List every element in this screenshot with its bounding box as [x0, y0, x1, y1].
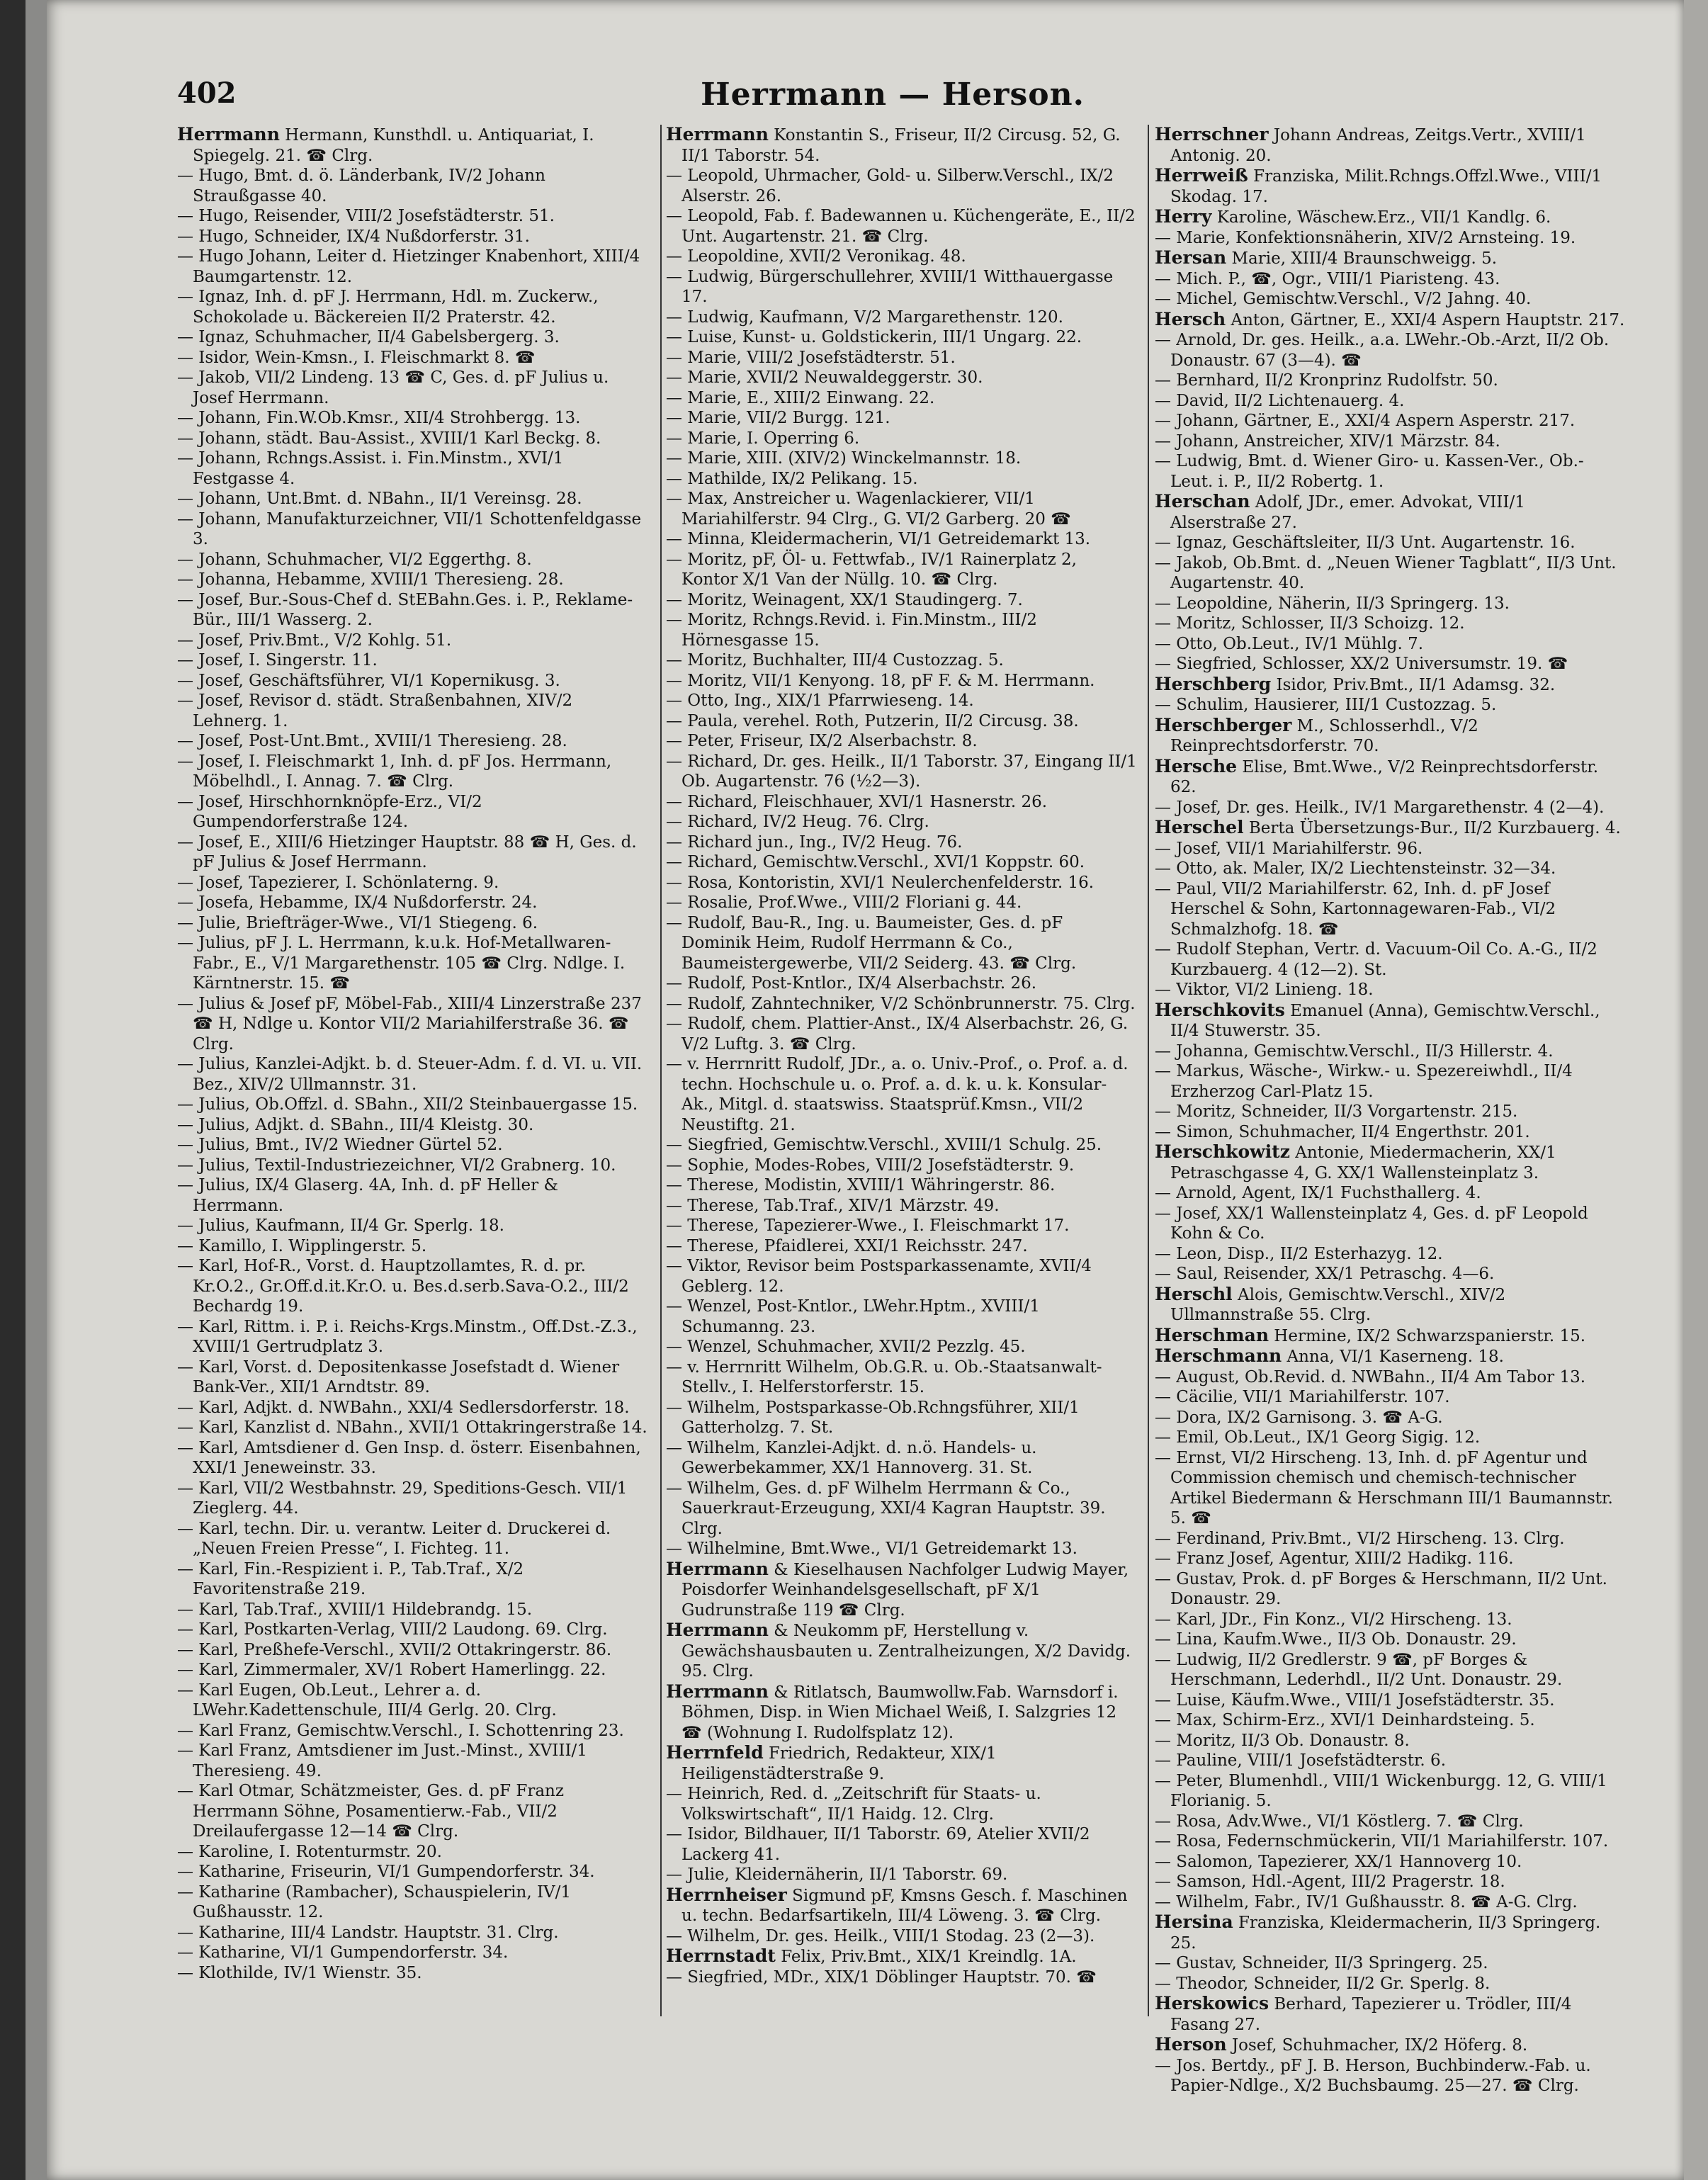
directory-entry: — Josefa, Hebamme, IX/4 Nußdorferstr. 24. — [177, 893, 538, 912]
directory-entry: — Gustav, Schneider, II/3 Springerg. 25. — [1155, 1954, 1488, 1972]
directory-entry: — Karl Eugen, Ob.Leut., Lehrer a. d. LWehr.Kadettenschule, III/4 Gerlg. 20. Clrg. — [177, 1681, 557, 1719]
directory-entry: — Marie, I. Operring 6. — [666, 429, 860, 448]
directory-entry: — Katharine, VI/1 Gumpendorferstr. 34. — [177, 1943, 509, 1962]
directory-entry: — Johann, Anstreicher, XIV/1 Märzstr. 84. — [1155, 431, 1500, 451]
directory-entry: Herson Josef, Schuhmacher, IX/2 Höferg. 8. — [1155, 2034, 1528, 2055]
directory-entry: — Emil, Ob.Leut., IX/1 Georg Sigig. 12. — [1155, 1428, 1481, 1447]
directory-entry: — v. Herrnritt Rudolf, JDr., a. o. Univ.-Prof., o. Prof. a. d. techn. Hochschule u. o. Prof. a. d. k. u. k. Konsular-Ak., Mitgl. d. staatswiss. Staatsprüf.Kmsn., VII/2 Neustiftg. 21. — [666, 1055, 1129, 1134]
directory-entry: — Karl, Amtsdiener d. Gen Insp. d. österr. Eisenbahnen, XXI/1 Jeneweinstr. 33. — [177, 1438, 641, 1477]
directory-entry: — Johann, Schuhmacher, VI/2 Eggerthg. 8. — [177, 550, 532, 569]
directory-entry: Herrweiß Franziska, Milit.Rchngs.Offzl.Wwe., VIII/1 Skodag. 17. — [1155, 165, 1602, 206]
directory-entry: — Otto, Ob.Leut., IV/1 Mühlg. 7. — [1155, 634, 1424, 653]
directory-entry: — Ernst, VI/2 Hirscheng. 13, Inh. d. pF Agentur und Commission chemisch und chemisch-technischer Artikel Biedermann & Herschmann III/1 Baumannstr. 5. ☎ — [1155, 1448, 1613, 1527]
directory-entry: — Wilhelmine, Bmt.Wwe., VI/1 Getreidemarkt 13. — [666, 1540, 1078, 1558]
directory-entry: — Marie, XVII/2 Neuwaldeggerstr. 30. — [666, 368, 983, 387]
directory-entry: — Josef, Hirschhornknöpfe-Erz., VI/2 Gumpendorferstraße 124. — [177, 792, 482, 831]
directory-entry: — Luise, Käufm.Wwe., VIII/1 Josefstädterstr. 35. — [1155, 1690, 1555, 1710]
directory-entry: — Marie, E., XIII/2 Einwang. 22. — [666, 388, 935, 407]
directory-entry: — Leopold, Uhrmacher, Gold- u. Silberw.Verschl., IX/2 Alserstr. 26. — [666, 166, 1114, 205]
directory-entry: Hersch Anton, Gärtner, E., XXI/4 Aspern Hauptstr. 217. — [1155, 308, 1625, 329]
entry-surname: Hersch — [1155, 308, 1226, 329]
directory-entry: — Julius, Ob.Offzl. d. SBahn., XII/2 Steinbauergasse 15. — [177, 1095, 638, 1114]
directory-entry: — Julius, Kanzlei-Adjkt. b. d. Steuer-Adm. f. d. VI. u. VII. Bez., XIV/2 Ullmannstr. 31. — [177, 1055, 643, 1094]
directory-entry: — Max, Schirm-Erz., XVI/1 Deinhardsteing. 5. — [1155, 1711, 1535, 1729]
directory-entry: — Lina, Kaufm.Wwe., II/3 Ob. Donaustr. 29. — [1155, 1630, 1517, 1649]
directory-entry: — Theodor, Schneider, II/2 Gr. Sperlg. 8. — [1155, 1974, 1491, 1993]
directory-entry: Herschan Adolf, JDr., emer. Advokat, VIII/1 Alserstraße 27. — [1155, 491, 1525, 532]
directory-entry: — Wilhelm, Postsparkasse-Ob.Rchngsführer, XII/1 Gatterholzg. 7. St. — [666, 1398, 1080, 1437]
directory-entry: — Karl, Postkarten-Verlag, VIII/2 Laudong. 69. Clrg. — [177, 1620, 608, 1639]
directory-entry: — Isidor, Wein-Kmsn., I. Fleischmarkt 8. ☎ — [177, 348, 536, 367]
directory-entry: — Rudolf, chem. Plattier-Anst., IX/4 Alserbachstr. 26, G. V/2 Luftg. 3. ☎ Clrg. — [666, 1015, 1129, 1054]
entry-surname: Hersan — [1155, 247, 1227, 268]
directory-entry: Herrnfeld Friedrich, Redakteur, XIX/1 Heiligenstädterstraße 9. — [666, 1742, 997, 1783]
directory-entry: — Richard, Gemischtw.Verschl., XVI/1 Koppstr. 60. — [666, 853, 1085, 871]
directory-entry: — Heinrich, Red. d. „Zeitschrift für Staats- u. Volkswirtschaft“, II/1 Haidg. 12. Clrg. — [666, 1785, 1041, 1824]
directory-entry: — David, II/2 Lichtenauerg. 4. — [1155, 391, 1405, 410]
entry-surname: Herrmann — [666, 1558, 769, 1579]
directory-entry: — Leopoldine, XVII/2 Veronikag. 48. — [666, 247, 966, 266]
directory-entry: — Katharine (Rambacher), Schauspielerin, IV/1 Gußhausstr. 12. — [177, 1882, 572, 1921]
directory-entry: — Richard, IV/2 Heug. 76. Clrg. — [666, 813, 929, 831]
directory-entry: — Josef, E., XIII/6 Hietzinger Hauptstr. 88 ☎ H, Ges. d. pF Julius & Josef Herrmann. — [177, 832, 637, 871]
directory-entry: — Karl Franz, Gemischtw.Verschl., I. Schottenring 23. — [177, 1721, 624, 1740]
directory-entry: — Karl Franz, Amtsdiener im Just.-Minst., XVIII/1 Theresieng. 49. — [177, 1741, 587, 1780]
directory-entry: — Dora, IX/2 Garnisong. 3. ☎ A-G. — [1155, 1408, 1443, 1427]
entry-surname: Herschman — [1155, 1324, 1269, 1345]
directory-entry: — Max, Anstreicher u. Wagenlackierer, VII/1 Mariahilferstr. 94 Clrg., G. VI/2 Garberg. 20 ☎ — [666, 490, 1071, 529]
directory-entry: — Josef, VII/1 Mariahilferstr. 96. — [1155, 839, 1423, 858]
directory-entry: — Rudolf, Zahntechniker, V/2 Schönbrunnerstr. 75. Clrg. — [666, 994, 1136, 1013]
directory-entry: — Gustav, Prok. d. pF Borges & Herschmann, II/2 Unt. Donaustr. 29. — [1155, 1569, 1607, 1608]
directory-entry: — Ludwig, II/2 Gredlerstr. 9 ☎, pF Borges & Herschmann, Lederhdl., II/2 Unt. Donaustr. 29. — [1155, 1650, 1563, 1689]
directory-entry: Hersche Elise, Bmt.Wwe., V/2 Reinprechtsdorferstr. 62. — [1155, 755, 1599, 796]
directory-entry: — Katharine, III/4 Landstr. Hauptstr. 31. Clrg. — [177, 1923, 559, 1942]
directory-entry: — Siegfried, Gemischtw.Verschl., XVIII/1 Schulg. 25. — [666, 1136, 1102, 1154]
directory-entry: — Karl, Fin.-Respizient i. P., Tab.Traf., X/2 Favoritenstraße 219. — [177, 1559, 524, 1598]
directory-entry: — Pauline, VIII/1 Josefstädterstr. 6. — [1155, 1751, 1447, 1770]
directory-entry: Herschberger M., Schlosserhdl., V/2 Reinprechtsdorferstr. 70. — [1155, 714, 1478, 755]
directory-entry: — Marie, Konfektionsnäherin, XIV/2 Arnsteing. 19. — [1155, 228, 1576, 247]
entry-surname: Herrnstadt — [666, 1945, 776, 1966]
directory-entry: — Rosa, Federnschmückerin, VII/1 Mariahilferstr. 107. — [1155, 1832, 1609, 1851]
directory-entry: — Johann, Rchngs.Assist. i. Fin.Minstm., XVI/1 Festgasse 4. — [177, 449, 564, 488]
directory-entry: — Samson, Hdl.-Agent, III/2 Pragerstr. 18. — [1155, 1873, 1505, 1891]
directory-entry: — Moritz, Buchhalter, III/4 Custozzag. 5. — [666, 651, 1004, 670]
directory-entry: — Leopoldine, Näherin, II/3 Springerg. 13. — [1155, 594, 1510, 613]
entry-surname: Herrmann — [666, 1681, 769, 1702]
directory-entry: Herschl Alois, Gemischtw.Verschl., XIV/2 Ullmannstraße 55. Clrg. — [1155, 1283, 1506, 1324]
directory-entry: — Klothilde, IV/1 Wienstr. 35. — [177, 1963, 422, 1982]
directory-entry: Herschman Hermine, IX/2 Schwarzspanierstr. 15. — [1155, 1324, 1586, 1345]
directory-entry: — Karl, Rittm. i. P. i. Reichs-Krgs.Minstm., Off.Dst.-Z.3., XVIII/1 Gertrudplatz 3. — [177, 1317, 638, 1356]
directory-columns — [177, 125, 1625, 2165]
directory-entry: — Karl Otmar, Schätzmeister, Ges. d. pF Franz Herrmann Söhne, Posamentierw.-Fab., VII/2 Dreilaufergasse 12—14 ☎ Clrg. — [177, 1782, 564, 1841]
directory-entry: — Siegfried, MDr., XIX/1 Döblinger Hauptstr. 70. ☎ — [666, 1967, 1097, 1987]
directory-entry: — Therese, Modistin, XVIII/1 Währingerstr. 86. — [666, 1176, 1056, 1195]
directory-entry: — Hugo Johann, Leiter d. Hietzinger Knabenhort, XIII/4 Baumgartenstr. 12. — [177, 247, 640, 286]
directory-entry: — Saul, Reisender, XX/1 Petraschg. 4—6. — [1155, 1265, 1495, 1283]
entry-surname: Herry — [1155, 206, 1212, 227]
column-1 — [177, 125, 648, 2165]
column-2 — [666, 125, 1137, 2165]
directory-entry: — Karl, Zimmermaler, XV/1 Robert Hamerlingg. 22. — [177, 1661, 606, 1679]
directory-entry: — Jakob, VII/2 Lindeng. 13 ☎ C, Ges. d. pF Julius u. Josef Herrmann. — [177, 368, 609, 407]
directory-entry: — Arnold, Agent, IX/1 Fuchsthallerg. 4. — [1155, 1184, 1481, 1202]
directory-entry: — Schulim, Hausierer, III/1 Custozzag. 5. — [1155, 696, 1497, 714]
directory-entry: — Otto, Ing., XIX/1 Pfarrwieseng. 14. — [666, 691, 974, 710]
page-number: 402 — [177, 77, 237, 110]
directory-entry: — Jakob, Ob.Bmt. d. „Neuen Wiener Tagblatt“, II/3 Unt. Augartenstr. 40. — [1155, 553, 1617, 592]
directory-entry: Herschberg Isidor, Priv.Bmt., II/1 Adamsg. 32. — [1155, 673, 1556, 694]
directory-entry: — Mathilde, IX/2 Pelikang. 15. — [666, 469, 918, 488]
entry-surname: Herschkovits — [1155, 999, 1285, 1020]
directory-entry: — Markus, Wäsche-, Wirkw.- u. Spezereiwhdl., II/4 Erzherzog Carl-Platz 15. — [1155, 1062, 1573, 1101]
directory-entry: — Viktor, Revisor beim Postsparkassenamte, XVII/4 Geblerg. 12. — [666, 1257, 1092, 1296]
directory-entry: — Katharine, Friseurin, VI/1 Gumpendorferstr. 34. — [177, 1863, 595, 1881]
page-right-edge — [1684, 0, 1708, 2180]
directory-entry: — Ludwig, Kaufmann, V/2 Margarethenstr. 120. — [666, 307, 1063, 327]
directory-entry: — Wilhelm, Fabr., IV/1 Gußhausstr. 8. ☎ A-G. Clrg. — [1155, 1892, 1578, 1911]
directory-entry: — Josef, Bur.-Sous-Chef d. StEBahn.Ges. i. P., Reklame-Bür., III/1 Wasserg. 2. — [177, 590, 633, 629]
directory-entry: Herrmann & Ritlatsch, Baumwollw.Fab. Warnsdorf i. Böhmen, Disp. in Wien Michael Weiß, I. Salzgries 12 ☎ (Wohnung I. Rudolfsplatz 12). — [666, 1681, 1119, 1742]
entry-surname: Herschberger — [1155, 714, 1292, 735]
directory-entry: — Karl, Vorst. d. Depositenkasse Josefstadt d. Wiener Bank-Ver., XII/1 Arndtstr. 89. — [177, 1357, 620, 1396]
directory-entry: — Josef, I. Fleischmarkt 1, Inh. d. pF Jos. Herrmann, Möbelhdl., I. Annag. 7. ☎ Clrg. — [177, 752, 612, 791]
directory-entry: — Julius, Adjkt. d. SBahn., III/4 Kleistg. 30. — [177, 1115, 534, 1134]
directory-entry: Herrmann Hermann, Kunsthdl. u. Antiquariat, I. Spiegelg. 21. ☎ Clrg. — [177, 125, 594, 165]
directory-entry: — Cäcilie, VII/1 Mariahilferstr. 107. — [1155, 1388, 1450, 1406]
directory-entry: — Isidor, Bildhauer, II/1 Taborstr. 69, Atelier XVII/2 Lackerg 41. — [666, 1825, 1090, 1864]
directory-entry: — Julius, IX/4 Glaserg. 4A, Inh. d. pF Heller & Herrmann. — [177, 1176, 558, 1215]
directory-entry: — Josef, XX/1 Wallensteinplatz 4, Ges. d. pF Leopold Kohn & Co. — [1155, 1204, 1588, 1243]
directory-entry: — Wilhelm, Ges. d. pF Wilhelm Herrmann & Co., Sauerkraut-Erzeugung, XXI/4 Kagran Hauptstr. 39. Clrg. — [666, 1479, 1106, 1538]
column-3 — [1155, 125, 1626, 2165]
directory-entry: — Wilhelm, Kanzlei-Adjkt. d. n.ö. Handels- u. Gewerbekammer, XX/1 Hannoverg. 31. St. — [666, 1438, 1037, 1477]
directory-entry: — August, Ob.Revid. d. NWBahn., II/4 Am Tabor 13. — [1155, 1367, 1586, 1386]
directory-entry: — Rosalie, Prof.Wwe., VIII/2 Floriani g. 44. — [666, 893, 1022, 912]
directory-entry: — Minna, Kleidermacherin, VI/1 Getreidemarkt 13. — [666, 530, 1091, 548]
directory-entry: — Salomon, Tapezierer, XX/1 Hannoverg 10. — [1155, 1852, 1522, 1871]
book-gutter-shadow — [0, 0, 26, 2180]
directory-entry: — Josef, Geschäftsführer, VI/1 Kopernikusg. 3. — [177, 671, 560, 690]
directory-entry: Herrschner Johann Andreas, Zeitgs.Vertr., XVIII/1 Antonig. 20. — [1155, 125, 1586, 165]
directory-entry: Herskowics Berhard, Tapezierer u. Trödler, III/4 Fasang 27. — [1155, 1993, 1572, 2034]
directory-entry: — Rudolf, Post-Kntlor., IX/4 Alserbachstr. 26. — [666, 974, 1037, 993]
entry-surname: Herschberg — [1155, 673, 1272, 694]
directory-entry: — Moritz, II/3 Ob. Donaustr. 8. — [1155, 1731, 1410, 1750]
directory-entry: — Ignaz, Inh. d. pF J. Herrmann, Hdl. m. Zuckerw., Schokolade u. Bäckereien II/2 Praterstr. 42. — [177, 288, 599, 327]
directory-entry: — Moritz, pF, Öl- u. Fettwfab., IV/1 Rainerplatz 2, Kontor X/1 Van der Nüllg. 10. ☎ Clrg. — [666, 550, 1077, 589]
directory-entry: — Siegfried, Schlosser, XX/2 Universumstr. 19. ☎ — [1155, 655, 1568, 673]
directory-entry: — Karl, Tab.Traf., XVIII/1 Hildebrandg. 15. — [177, 1600, 533, 1619]
directory-entry: — Johann, Fin.W.Ob.Kmsr., XII/4 Strohbergg. 13. — [177, 409, 581, 427]
directory-entry: Herschkowitz Antonie, Miedermacherin, XX/1 Petraschgasse 4, G. XX/1 Wallensteinplatz 3. — [1155, 1141, 1556, 1182]
directory-entry: — Ignaz, Schuhmacher, II/4 Gabelsbergerg. 3. — [177, 328, 560, 346]
directory-entry: — Wenzel, Post-Kntlor., LWehr.Hptm., XVIII/1 Schumanng. 23. — [666, 1297, 1040, 1336]
directory-entry: — Leon, Disp., II/2 Esterhazyg. 12. — [1155, 1244, 1443, 1263]
directory-entry: — Marie, VII/2 Burgg. 121. — [666, 409, 890, 427]
entry-surname: Herrmann — [666, 125, 769, 145]
directory-entry: — Therese, Pfaidlerei, XXI/1 Reichsstr. 247. — [666, 1236, 1028, 1255]
directory-entry: — Viktor, VI/2 Linieng. 18. — [1155, 981, 1374, 999]
running-head: Herrmann — Herson. — [701, 77, 1085, 113]
directory-entry: — Arnold, Dr. ges. Heilk., a.a. LWehr.-Ob.-Arzt, II/2 Ob. Donaustr. 67 (3—4). ☎ — [1155, 331, 1610, 370]
directory-entry: — Hugo, Reisender, VIII/2 Josefstädterstr. 51. — [177, 207, 555, 225]
directory-entry: — Rosa, Adv.Wwe., VI/1 Köstlerg. 7. ☎ Clrg. — [1155, 1812, 1524, 1831]
directory-entry: Herrmann & Kieselhausen Nachfolger Ludwig Mayer, Poisdorfer Weinhandelsgesellschaft, pF X/1 Gudrunstraße 119 ☎ Clrg. — [666, 1558, 1129, 1620]
directory-entry: — Ferdinand, Priv.Bmt., VI/2 Hirscheng. 13. Clrg. — [1155, 1529, 1565, 1548]
directory-entry: — Johann, Unt.Bmt. d. NBahn., II/1 Vereinsg. 28. — [177, 490, 582, 508]
entry-surname: Herskowics — [1155, 1993, 1269, 2014]
directory-entry: — Therese, Tab.Traf., XIV/1 Märzstr. 49. — [666, 1196, 1000, 1215]
directory-entry: — Johann, Manufakturzeichner, VII/1 Schottenfeldgasse 3. — [177, 509, 642, 548]
directory-entry: — Moritz, Weinagent, XX/1 Staudingerg. 7. — [666, 590, 1023, 609]
directory-entry: — Hugo, Bmt. d. ö. Länderbank, IV/2 Johann Straußgasse 40. — [177, 166, 545, 205]
directory-entry: — Julius & Josef pF, Möbel-Fab., XIII/4 Linzerstraße 237 ☎ H, Ndlge u. Kontor VII/2 Mariahilferstraße 36. ☎ Clrg. — [177, 994, 642, 1054]
directory-entry: — Karl, VII/2 Westbahnstr. 29, Speditions-Gesch. VII/1 Zieglerg. 44. — [177, 1479, 628, 1518]
directory-entry: — Josef, Priv.Bmt., V/2 Kohlg. 51. — [177, 631, 452, 650]
entry-surname: Herschan — [1155, 491, 1250, 512]
directory-entry: — Paula, verehel. Roth, Putzerin, II/2 Circusg. 38. — [666, 711, 1079, 730]
directory-entry: — Julius, Textil-Industriezeichner, VI/2 Grabnerg. 10. — [177, 1156, 616, 1175]
page-header — [177, 77, 1608, 119]
entry-surname: Herschel — [1155, 817, 1244, 837]
directory-entry: — Marie, XIII. (XIV/2) Winckelmannstr. 18. — [666, 449, 1022, 468]
directory-entry: — Sophie, Modes-Robes, VIII/2 Josefstädterstr. 9. — [666, 1156, 1075, 1175]
entry-surname: Herrmann — [666, 1620, 769, 1640]
directory-entry: — Moritz, Rchngs.Revid. i. Fin.Minstm., III/2 Hörnesgasse 15. — [666, 611, 1037, 650]
directory-entry: — Josef, Revisor d. städt. Straßenbahnen, XIV/2 Lehnerg. 1. — [177, 691, 573, 730]
directory-entry: — Johanna, Gemischtw.Verschl., II/3 Hillerstr. 4. — [1155, 1041, 1554, 1061]
directory-entry: — Peter, Friseur, IX/2 Alserbachstr. 8. — [666, 732, 978, 750]
directory-entry: — Julius, Kaufmann, II/4 Gr. Sperlg. 18. — [177, 1216, 504, 1235]
directory-entry: — Johanna, Hebamme, XVIII/1 Theresieng. 28. — [177, 570, 564, 589]
directory-entry: Herrnheiser Sigmund pF, Kmsns Gesch. f. Maschinen u. techn. Bedarfsartikeln, III/4 Löweng. 3. ☎ Clrg. — [666, 1884, 1128, 1925]
page-fore-edge — [26, 0, 47, 2180]
directory-entry: — Moritz, Schlosser, II/3 Schoizg. 12. — [1155, 614, 1465, 633]
directory-entry: — Marie, VIII/2 Josefstädterstr. 51. — [666, 348, 956, 367]
directory-entry: — Bernhard, II/2 Kronprinz Rudolfstr. 50. — [1155, 371, 1498, 390]
directory-entry: — Karoline, I. Rotenturmstr. 20. — [177, 1842, 442, 1861]
directory-entry: — Therese, Tapezierer-Wwe., I. Fleischmarkt 17. — [666, 1216, 1070, 1235]
entry-surname: Herrnheiser — [666, 1884, 787, 1905]
directory-entry: — v. Herrnritt Wilhelm, Ob.G.R. u. Ob.-Staatsanwalt-Stellv., I. Helferstorferstr. 15. — [666, 1357, 1102, 1396]
directory-entry: — Julie, Briefträger-Wwe., VI/1 Stiegeng. 6. — [177, 913, 538, 932]
directory-entry: — Hugo, Schneider, IX/4 Nußdorferstr. 31. — [177, 227, 530, 246]
directory-entry: — Wilhelm, Dr. ges. Heilk., VIII/1 Stodag. 23 (2—3). — [666, 1926, 1095, 1945]
directory-entry: — Michel, Gemischtw.Verschl., V/2 Jahng. 40. — [1155, 290, 1532, 308]
entry-surname: Herrweiß — [1155, 165, 1248, 186]
directory-entry: — Johann, städt. Bau-Assist., XVIII/1 Karl Beckg. 8. — [177, 429, 601, 448]
directory-entry: — Karl, Kanzlist d. NBahn., XVII/1 Ottakringerstraße 14. — [177, 1418, 647, 1437]
directory-entry: Herrnstadt Felix, Priv.Bmt., XIX/1 Kreindlg. 1A. — [666, 1945, 1077, 1966]
directory-entry: Herrmann Konstantin S., Friseur, II/2 Circusg. 52, G. II/1 Taborstr. 54. — [666, 125, 1121, 165]
entry-surname: Hersche — [1155, 755, 1238, 776]
directory-entry: — Karl, JDr., Fin Konz., VI/2 Hirscheng. 13. — [1155, 1610, 1512, 1629]
directory-entry: — Ignaz, Geschäftsleiter, II/3 Unt. Augartenstr. 16. — [1155, 533, 1576, 552]
entry-surname: Hersina — [1155, 1911, 1233, 1932]
directory-entry: — Franz Josef, Agentur, XIII/2 Hadikg. 116. — [1155, 1549, 1514, 1568]
directory-entry: — Karl, techn. Dir. u. verantw. Leiter d. Druckerei d. „Neuen Freien Presse“, I. Fichteg. 11. — [177, 1519, 611, 1558]
directory-entry: — Rosa, Kontoristin, XVI/1 Neulerchenfelderstr. 16. — [666, 873, 1095, 892]
directory-entry: — Kamillo, I. Wipplingerstr. 5. — [177, 1236, 427, 1255]
directory-entry: — Mich. P., ☎, Ogr., VIII/1 Piaristeng. 43. — [1155, 269, 1500, 288]
directory-entry: Herschel Berta Übersetzungs-Bur., II/2 Kurzbauerg. 4. — [1155, 817, 1621, 837]
entry-surname: Herrmann — [177, 125, 280, 145]
directory-entry: — Josef, Dr. ges. Heilk., IV/1 Margarethenstr. 4 (2—4). — [1155, 798, 1605, 817]
directory-entry: — Luise, Kunst- u. Goldstickerin, III/1 Ungarg. 22. — [666, 328, 1082, 346]
directory-entry: — Simon, Schuhmacher, II/4 Engerthstr. 201. — [1155, 1122, 1530, 1141]
directory-entry: Herschmann Anna, VI/1 Kaserneng. 18. — [1155, 1345, 1504, 1366]
directory-entry: — Peter, Blumenhdl., VIII/1 Wickenburgg. 12, G. VIII/1 Florianig. 5. — [1155, 1771, 1607, 1810]
entry-surname: Herrnfeld — [666, 1742, 764, 1763]
directory-entry: Herry Karoline, Wäschew.Erz., VII/1 Kandlg. 6. — [1155, 206, 1551, 227]
entry-surname: Herschkowitz — [1155, 1141, 1290, 1162]
directory-entry: — Wenzel, Schuhmacher, XVII/2 Pezzlg. 45. — [666, 1338, 1026, 1356]
directory-entry: — Julie, Kleidernäherin, II/1 Taborstr. 69. — [666, 1865, 1008, 1884]
entry-surname: Herschl — [1155, 1283, 1233, 1304]
directory-entry: — Leopold, Fab. f. Badewannen u. Küchengeräte, E., II/2 Unt. Augartenstr. 21. ☎ Clrg. — [666, 207, 1136, 246]
directory-entry: — Rudolf, Bau-R., Ing. u. Baumeister, Ges. d. pF Dominik Heim, Rudolf Herrmann & Co., Baumeistergewerbe, VII/2 Seiderg. 43. ☎ Clrg. — [666, 913, 1077, 973]
entry-surname: Herschmann — [1155, 1345, 1282, 1366]
directory-entry: Hersina Franziska, Kleidermacherin, II/3 Springerg. 25. — [1155, 1911, 1601, 1953]
directory-entry: — Paul, VII/2 Mariahilferstr. 62, Inh. d. pF Josef Herschel & Sohn, Kartonnagewaren-Fab., VI/2 Schmalzhofg. 18. ☎ — [1155, 879, 1556, 939]
directory-entry: — Karl, Preßhefe-Verschl., XVII/2 Ottakringerstr. 86. — [177, 1640, 612, 1659]
directory-entry: Herrmann & Neukomm pF, Herstellung v. Gewächshausbauten u. Zentralheizungen, X/2 Davidg. 95. Clrg. — [666, 1620, 1131, 1681]
directory-entry: Hersan Marie, XIII/4 Braunschweigg. 5. — [1155, 247, 1498, 268]
entry-surname: Herson — [1155, 2034, 1227, 2055]
directory-entry: — Richard, Fleischhauer, XVI/1 Hasnerstr. 26. — [666, 792, 1048, 811]
directory-entry: — Julius, Bmt., IV/2 Wiedner Gürtel 52. — [177, 1136, 503, 1154]
directory-entry: — Josef, Post-Unt.Bmt., XVIII/1 Theresieng. 28. — [177, 732, 567, 750]
directory-entry: — Karl, Adjkt. d. NWBahn., XXI/4 Sedlersdorferstr. 18. — [177, 1398, 630, 1417]
directory-entry: — Josef, Tapezierer, I. Schönlaterng. 9. — [177, 873, 499, 892]
directory-entry: — Moritz, VII/1 Kenyong. 18, pF F. & M. Herrmann. — [666, 671, 1095, 690]
directory-entry: — Johann, Gärtner, E., XXI/4 Aspern Asperstr. 217. — [1155, 412, 1576, 430]
directory-entry: — Karl, Hof-R., Vorst. d. Hauptzollamtes, R. d. pr. Kr.O.2., Gr.Off.d.it.Kr.O. u. Bes.d.serb.Sava-O.2., III/2 Bechardg 19. — [177, 1257, 629, 1316]
directory-entry: — Jos. Bertdy., pF J. B. Herson, Buchbinderw.-Fab. u. Papier-Ndlge., X/2 Buchsbaumg. 25—27. ☎ Clrg. — [1155, 2056, 1591, 2095]
directory-entry: — Ludwig, Bmt. d. Wiener Giro- u. Kassen-Ver., Ob.-Leut. i. P., II/2 Robertg. 1. — [1155, 452, 1584, 491]
directory-entry: — Moritz, Schneider, II/3 Vorgartenstr. 215. — [1155, 1102, 1518, 1121]
directory-entry: — Ludwig, Bürgerschullehrer, XVIII/1 Witthauergasse 17. — [666, 267, 1114, 306]
entry-surname: Herrschner — [1155, 125, 1269, 145]
directory-entry: — Richard jun., Ing., IV/2 Heug. 76. — [666, 832, 963, 852]
directory-entry: — Richard, Dr. ges. Heilk., II/1 Taborstr. 37, Eingang II/1 Ob. Augartenstr. 76 (½2—3). — [666, 752, 1137, 791]
directory-entry: Herschkovits Emanuel (Anna), Gemischtw.Verschl., II/4 Stuwerstr. 35. — [1155, 999, 1600, 1040]
directory-entry: — Otto, ak. Maler, IX/2 Liechtensteinstr. 32—34. — [1155, 859, 1556, 878]
directory-entry: — Rudolf Stephan, Vertr. d. Vacuum-Oil Co. A.-G., II/2 Kurzbauerg. 4 (12—2). St. — [1155, 940, 1597, 979]
directory-entry: — Julius, pF J. L. Herrmann, k.u.k. Hof-Metallwaren-Fabr., E., V/1 Margarethenstr. 105 ☎ Clrg. Ndlge. I. Kärntnerstr. 15. ☎ — [177, 934, 626, 993]
directory-entry: — Josef, I. Singerstr. 11. — [177, 651, 378, 670]
